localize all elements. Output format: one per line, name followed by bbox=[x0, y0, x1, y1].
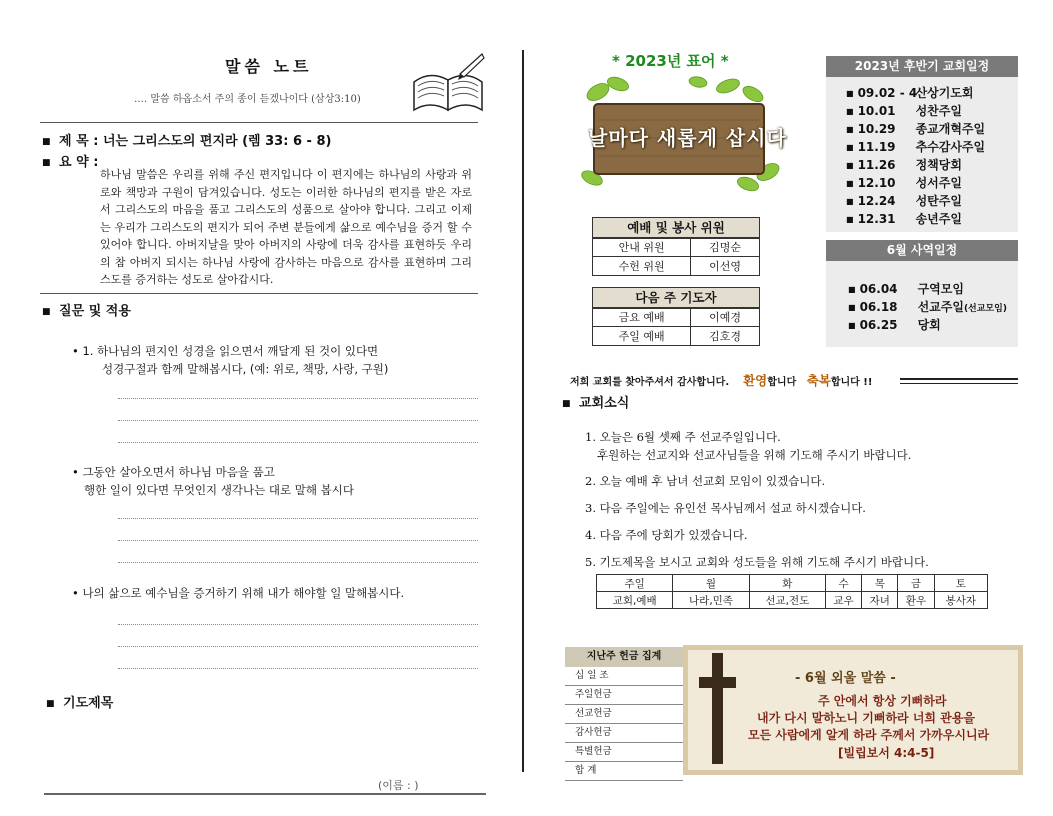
day-cell: 주일 bbox=[597, 575, 673, 592]
mission-header: 6월 사역일정 bbox=[826, 240, 1018, 261]
schedule-event: 성찬주일 bbox=[915, 104, 962, 118]
offering-row: 주일헌금 bbox=[565, 686, 683, 705]
cross-icon bbox=[697, 651, 737, 766]
question-3: • 나의 삶으로 예수님을 증거하기 위해 내가 해야할 일 말해봅시다. bbox=[72, 586, 405, 600]
table-row bbox=[593, 238, 760, 257]
prayer-leader-header: 다음 주 기도자 bbox=[592, 287, 760, 309]
prayer-leader-table bbox=[592, 307, 760, 346]
offering-table bbox=[565, 647, 683, 781]
answer-line[interactable] bbox=[118, 646, 478, 647]
schedule-date: 11.19 bbox=[857, 140, 896, 154]
table-cell: 주일 예배 bbox=[593, 327, 691, 346]
news-item: 3. 다음 주일에는 유인선 목사님께서 설교 하시겠습니다. bbox=[585, 501, 866, 515]
news-item: 1. 오늘은 6월 셋째 주 선교주일입니다. bbox=[585, 430, 781, 444]
table-cell: 이선영 bbox=[691, 257, 760, 276]
table-row bbox=[597, 592, 988, 609]
mission-event: 선교주일 bbox=[917, 300, 964, 314]
mission-date: 06.04 bbox=[859, 282, 898, 296]
schedule-date: 09.02 - 4 bbox=[857, 86, 918, 100]
offering-row: 감사헌금 bbox=[565, 724, 683, 743]
mission-item bbox=[848, 298, 1007, 315]
answer-line[interactable] bbox=[118, 398, 478, 399]
schedule-item bbox=[846, 84, 974, 101]
answer-line[interactable] bbox=[118, 420, 478, 421]
prayer-topic-cell: 나라,민족 bbox=[673, 592, 749, 609]
answer-line[interactable] bbox=[118, 518, 478, 519]
schedule-item bbox=[846, 138, 985, 155]
schedule-item bbox=[846, 174, 962, 191]
mission-date: 06.25 bbox=[859, 318, 898, 332]
welcome-rule bbox=[900, 378, 1018, 384]
summary-divider bbox=[40, 293, 478, 294]
answer-line[interactable] bbox=[118, 624, 478, 625]
table-cell: 수헌 위원 bbox=[593, 257, 691, 276]
title-divider bbox=[40, 122, 478, 123]
motto-text: 날마다 새롭게 삽시다 bbox=[588, 126, 787, 150]
schedule-date: 12.31 bbox=[857, 212, 896, 226]
prayer-topic-cell: 교우 bbox=[825, 592, 861, 609]
day-cell: 수 bbox=[825, 575, 861, 592]
mission-date: 06.18 bbox=[859, 300, 898, 314]
schedule-event: 종교개혁주일 bbox=[915, 122, 986, 136]
sermon-summary: 하나님 말씀은 우리를 위해 주신 편지입니다 이 편지에는 하나님의 사랑과 위로와 책망과 구원이 담겨있습니다. 성도는 이러한 하나님의 편지를 받은 자로서 그리스도의 마음을 품고 그리스도의 성품으로 살아야 합니다. 그리고 이제는 우리가 그리스도의 편지가 되어 주변 분들에게 삶으로 예수님을 증거 할 수 있어야 합니다. 아버지날을 맞아 아버지의 사랑에 더욱 감사를 표현하듯 우리의 참 아버지 되시는 하나님 사랑에 감사하는 마음으로 감사를 표현하며 그리스도를 증거하는 성도로 살아갑시다. bbox=[100, 168, 472, 286]
table-row bbox=[593, 327, 760, 346]
offering-row: 십 일 조 bbox=[565, 667, 683, 686]
table-row bbox=[597, 575, 988, 592]
answer-line[interactable] bbox=[118, 562, 478, 563]
mission-note: (선교모임) bbox=[963, 304, 1007, 314]
table-cell: 김명순 bbox=[691, 238, 760, 257]
schedule-event: 산상기도회 bbox=[915, 86, 974, 100]
prayer-topic-cell: 자녀 bbox=[862, 592, 898, 609]
schedule-item bbox=[846, 120, 985, 137]
table-cell: 안내 위원 bbox=[593, 238, 691, 257]
service-table bbox=[592, 237, 760, 276]
page-title: 말씀 노트 bbox=[225, 57, 313, 76]
offering-row: 합 계 bbox=[565, 762, 683, 781]
day-cell: 금 bbox=[898, 575, 934, 592]
memory-verse-line: 주 안에서 항상 기뻐하라 bbox=[818, 694, 947, 708]
news-item: 4. 다음 주에 당회가 있겠습니다. bbox=[585, 528, 748, 542]
day-cell: 목 bbox=[862, 575, 898, 592]
table-row bbox=[593, 308, 760, 327]
day-cell: 월 bbox=[673, 575, 749, 592]
schedule-header: 2023년 후반기 교회일정 bbox=[826, 56, 1018, 77]
prayer-topic-cell: 교회,예배 bbox=[597, 592, 673, 609]
memory-verse-title: - 6월 외울 말씀 - bbox=[795, 671, 896, 686]
welcome-message: 저희 교회를 찾아주셔서 감사합니다. 환영합니다 축복합니다 !! bbox=[570, 373, 873, 388]
table-cell: 금요 예배 bbox=[593, 308, 691, 327]
answer-line[interactable] bbox=[118, 540, 478, 541]
schedule-event: 성서주일 bbox=[915, 176, 962, 190]
mission-item bbox=[848, 316, 941, 333]
schedule-date: 12.24 bbox=[857, 194, 896, 208]
news-item: 2. 오늘 예배 후 남녀 선교회 모임이 있겠습니다. bbox=[585, 474, 826, 488]
question-2: • 그동안 살아오면서 하나님 마음을 품고 행한 일이 있다면 무엇인지 생각나는 대로 말해 봅시다 bbox=[72, 465, 354, 497]
page-subtitle: …. 말씀 하옵소서 주의 종이 듣겠나이다 (삼상3:10) bbox=[134, 94, 361, 105]
day-cell: 화 bbox=[749, 575, 825, 592]
schedule-date: 11.26 bbox=[857, 158, 896, 172]
schedule-event: 추수감사주일 bbox=[915, 140, 986, 154]
mission-item bbox=[848, 280, 964, 297]
church-news-label: ■ 교회소식 bbox=[562, 392, 629, 411]
prayer-topic-cell: 환우 bbox=[898, 592, 934, 609]
schedule-item bbox=[846, 210, 962, 227]
summary-label: ■ 요 약 : bbox=[42, 151, 98, 170]
questions-label: ■ 질문 및 적용 bbox=[42, 300, 131, 319]
table-cell: 김호경 bbox=[691, 327, 760, 346]
memory-verse-reference: [빌립보서 4:4-5] bbox=[838, 746, 935, 760]
prayer-topics-label: ■ 기도제목 bbox=[46, 692, 113, 711]
prayer-topic-cell: 봉사자 bbox=[934, 592, 987, 609]
schedule-date: 10.29 bbox=[857, 122, 896, 136]
news-item: 후원하는 선교지와 선교사님들을 위해 기도해 주시기 바랍니다. bbox=[597, 448, 912, 462]
schedule-item bbox=[846, 192, 962, 209]
day-cell: 토 bbox=[934, 575, 987, 592]
mission-event: 당회 bbox=[917, 318, 941, 332]
open-book-icon bbox=[410, 52, 488, 116]
answer-line[interactable] bbox=[118, 442, 478, 443]
offering-header: 지난주 헌금 집계 bbox=[565, 647, 683, 667]
answer-line[interactable] bbox=[118, 668, 478, 669]
page-divider bbox=[522, 50, 524, 772]
schedule-item bbox=[846, 156, 962, 173]
table-row bbox=[593, 257, 760, 276]
motto-title: * 2023년 표어 * bbox=[612, 52, 729, 70]
memory-verse-line: 모든 사람에게 알게 하라 주께서 가까우시니라 bbox=[748, 728, 990, 742]
sermon-title-row bbox=[42, 130, 331, 149]
bottom-rule bbox=[44, 793, 486, 795]
table-cell: 이예경 bbox=[691, 308, 760, 327]
name-field[interactable]: (이름 : ) bbox=[378, 779, 419, 792]
schedule-item bbox=[846, 102, 962, 119]
sermon-title: 너는 그리스도의 편지라 (렘 33: 6 - 8) bbox=[102, 134, 332, 149]
schedule-event: 정책당회 bbox=[915, 158, 962, 172]
mission-event: 구역모임 bbox=[917, 282, 964, 296]
offering-row: 특별헌금 bbox=[565, 743, 683, 762]
sermon-title-label: 제 목 : bbox=[59, 134, 99, 149]
daily-prayer-table bbox=[596, 574, 988, 609]
schedule-event: 성탄주일 bbox=[915, 194, 962, 208]
schedule-event: 송년주일 bbox=[915, 212, 962, 226]
prayer-topic-cell: 선교,전도 bbox=[749, 592, 825, 609]
service-header: 예배 및 봉사 위원 bbox=[592, 217, 760, 239]
offering-row: 선교헌금 bbox=[565, 705, 683, 724]
schedule-date: 10.01 bbox=[857, 104, 896, 118]
schedule-date: 12.10 bbox=[857, 176, 896, 190]
news-item: 5. 기도제목을 보시고 교회와 성도들을 위해 기도해 주시기 바랍니다. bbox=[585, 555, 929, 569]
memory-verse-line: 내가 다시 말하노니 기뻐하라 너희 관용을 bbox=[757, 711, 975, 725]
question-1: • 1. 하나님의 편지인 성경을 읽으면서 깨달게 된 것이 있다면 성경구절과 함께 말해봅시다, (예: 위로, 책망, 사랑, 구원) bbox=[72, 344, 389, 376]
